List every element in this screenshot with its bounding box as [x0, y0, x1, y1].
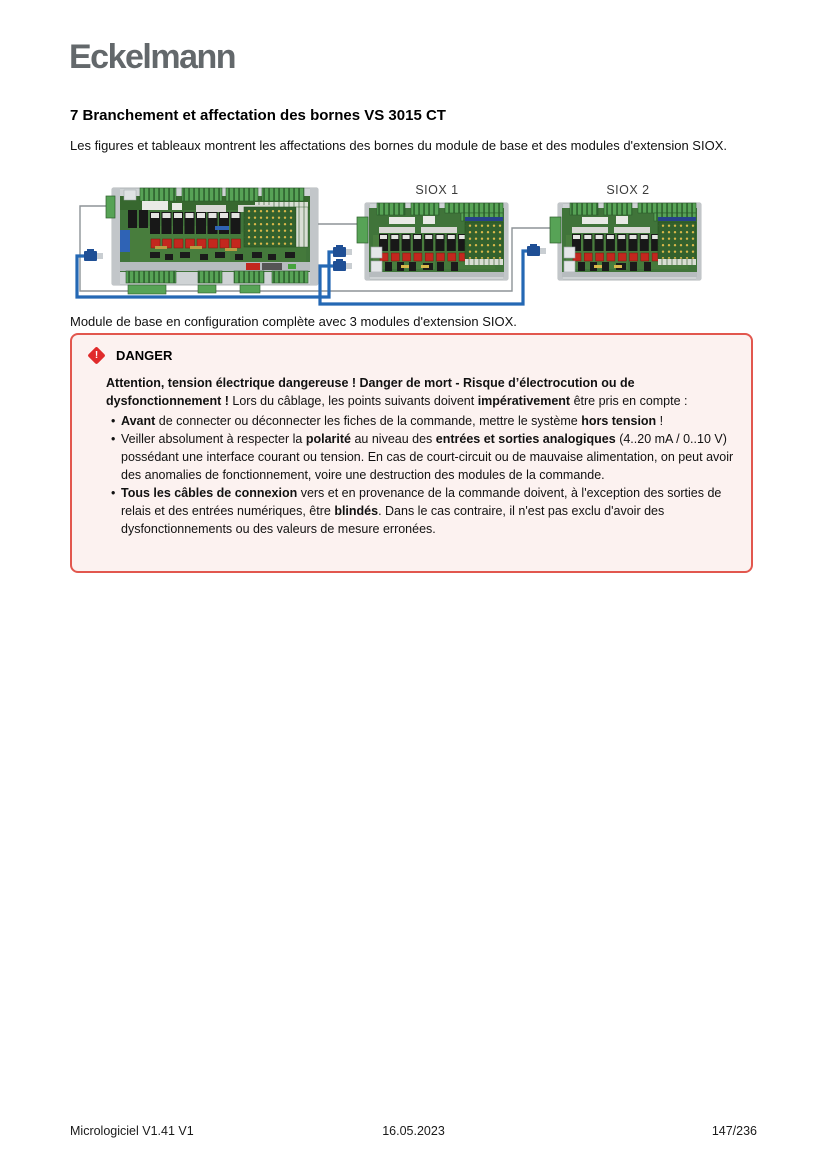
danger-title: DANGER: [116, 348, 173, 363]
siox1-label: SIOX 1: [415, 183, 459, 197]
siox1-module: [357, 203, 508, 280]
footer-date: 16.05.2023: [382, 1124, 445, 1138]
blue-plug-siox1-in: [333, 245, 352, 257]
danger-bullet-list: [110, 412, 741, 538]
danger-box: [70, 333, 753, 573]
danger-bullet: • Tous les câbles de connexion vers et en provenance de la commande doivent, à l'exception des sorties de relais et des entrées numériques, être blindés. Dans le cas contraire, il n'est pas exclu d'avoir des dysfonctionnements ou des valeurs de mesure erronées.: [110, 484, 741, 538]
blue-plug-siox2-in: [527, 244, 546, 256]
danger-bullet: • Veiller absolument à respecter la polarité au niveau des entrées et sorties analogiques (4..20 mA / 0..10 V) possédant une interface courant ou tension. En cas de court-circuit ou de mauvaise alimentation, on peut avoir des anomalies de fonctionnement, voire une destruction des modules de la commande.: [110, 430, 741, 484]
footer-version: Micrologiciel V1.41 V1: [70, 1124, 194, 1138]
danger-intro: Attention, tension électrique dangereuse ! Danger de mort - Risque d’électrocution ou de dysfonctionnement ! Lors du câblage, les points suivants doivent impérativement être pris en compte :: [106, 376, 688, 408]
danger-body: [106, 374, 741, 538]
figure-caption: Module de base en configuration complète avec 3 modules d'extension SIOX.: [70, 314, 517, 329]
intro-paragraph: Les figures et tableaux montrent les affectations des bornes du module de base et des modules d'extension SIOX.: [70, 138, 727, 153]
blue-plug-base: [84, 249, 103, 261]
danger-icon: !: [87, 346, 105, 364]
blue-plug-siox1-out: [333, 259, 352, 271]
eckelmann-logo: Eckelmann: [69, 38, 236, 76]
wiring-figure: [60, 178, 770, 310]
base-module: [106, 188, 318, 294]
siox2-label: SIOX 2: [606, 183, 650, 197]
wiring-figure-svg: [60, 178, 770, 310]
danger-bullet: • Avant de connecter ou déconnecter les fiches de la commande, mettre le système hors tension !: [110, 412, 741, 430]
footer-page-number: 147/236: [711, 1124, 757, 1138]
siox2-module: [550, 203, 701, 280]
page-title: 7 Branchement et affectation des bornes VS 3015 CT: [70, 107, 446, 124]
danger-header: [90, 348, 172, 363]
